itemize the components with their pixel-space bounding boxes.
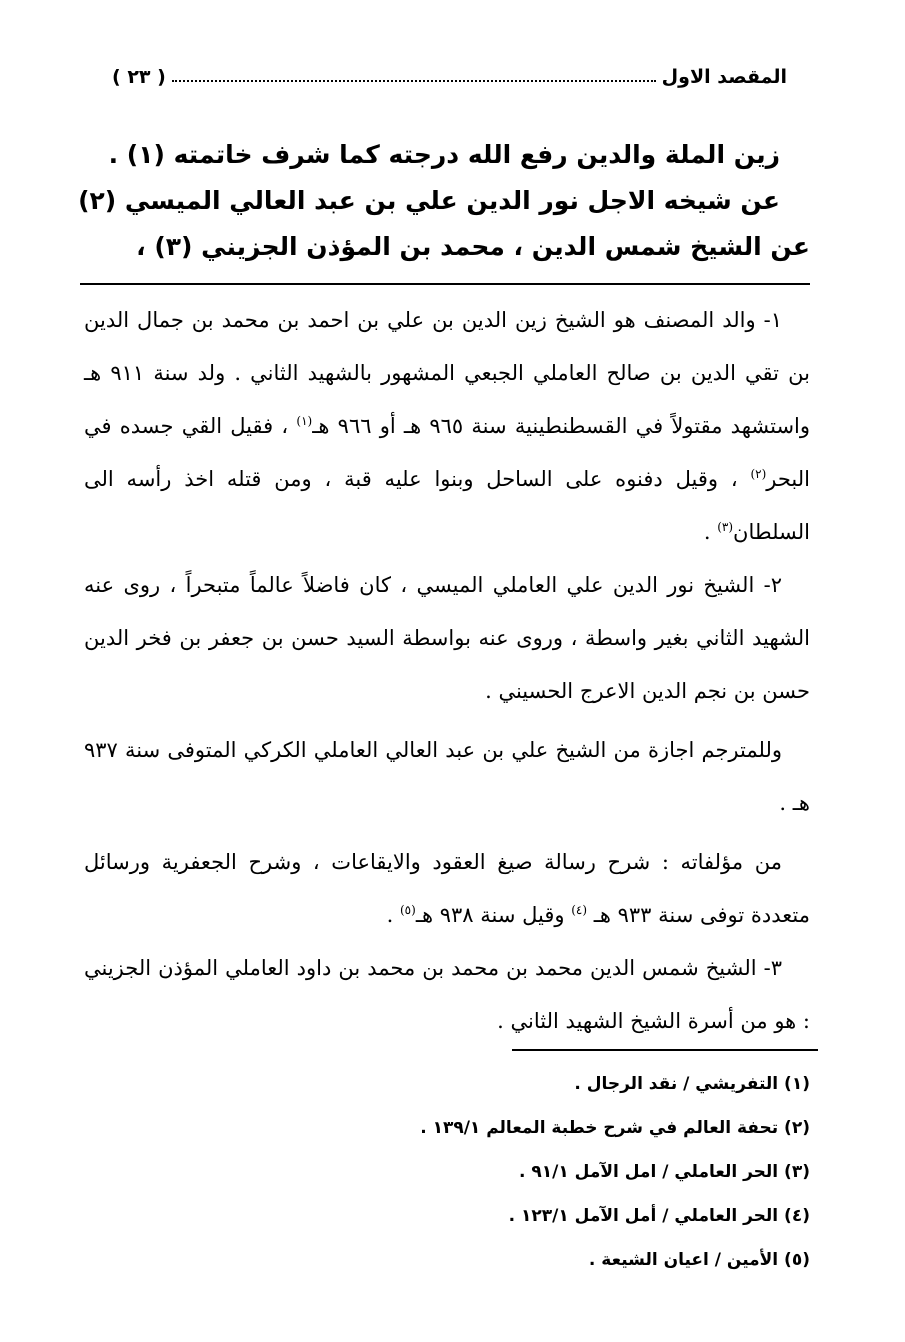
running-header (112, 54, 787, 88)
note-1-text-a: ١- والد المصنف هو الشيخ زين الدين بن علي بن احمد بن محمد بن جمال الدين بن تقي الدين بن صالح العاملي الجبعي المشهور بالشهيد الثاني . ولد سنة ٩١١ هـ واستشهد مقتولاً في القسطنطينية سنة ٩٦٥ هـ أو ٩٦٦ هـ (84, 308, 811, 438)
intro-text (80, 132, 810, 270)
footnote-ref-4: (٤) (571, 903, 588, 917)
intro-line-2: عن شيخه الاجل نور الدين علي بن عبد العالي الميسي (٢) (78, 186, 780, 215)
note-1-text-c: ، وقيل دفنوه على الساحل وبنوا عليه قبة ، ومن قتله اخذ رأسه الى السلطان (84, 467, 810, 544)
note-1-text-b: ، فقيل القي جسده في البحر (84, 414, 810, 491)
footnotes-list (300, 1062, 810, 1282)
footnote-item: (٥) الأمين / اعيان الشيعة . (588, 1250, 810, 1270)
note-3: ٣- الشيخ شمس الدين محمد بن محمد بن محمد بن داود العاملي المؤذن الجزيني : هو من أسرة الشيخ الشهيد الثاني . (84, 956, 810, 1033)
footnote-ref-5: (٥) (399, 903, 416, 917)
footnote-ref-1: (١) (296, 414, 313, 428)
note-2-translator: وللمترجم اجازة من الشيخ علي بن عبد العالي العاملي الكركي المتوفى سنة ٩٣٧ هـ . (84, 738, 810, 815)
footnote-ref-3: (٣) (717, 520, 734, 534)
note-2: ٢- الشيخ نور الدين علي العاملي الميسي ، كان فاضلاً عالماً متبحراً ، روى عنه الشهيد الثاني بغير واسطة ، وروى عنه بواسطة السيد حسن بن جعفر بن فخر الدين حسن بن نجم الدين الاعرج الحسيني . (84, 573, 810, 703)
footnote-item: (٣) الحر العاملي / امل الآمل ٩١/١ . (519, 1162, 810, 1182)
footnote-ref-2: (٢) (750, 467, 767, 481)
dotted-leader (172, 78, 656, 82)
intro-line-1: زين الملة والدين رفع الله درجته كما شرف خاتمته (١) . (108, 140, 780, 169)
footnote-item: (٢) تحفة العالم في شرح خطبة المعالم ١٣٩/١ . (420, 1118, 810, 1138)
works-text-b: وقيل سنة ٩٣٨ هـ (415, 903, 572, 927)
biographical-notes (84, 294, 810, 1048)
note-1 (84, 294, 810, 559)
note-2-works (84, 836, 810, 942)
note-1-text-d: . (703, 520, 718, 544)
footnote-item: (١) التفريشي / نقد الرجال . (574, 1074, 810, 1094)
works-text-c: . (386, 903, 400, 927)
footnote-item: (٤) الحر العاملي / أمل الآمل ١٢٣/١ . (508, 1206, 810, 1226)
chapter-title: المقصد الاول (661, 66, 787, 88)
works-text-a: من مؤلفاته : شرح رسالة صيغ العقود والايقاعات ، وشرح الجعفرية ورسائل متعددة توفى سنة ٩٣٣ هـ (84, 850, 810, 927)
intro-line-3: عن الشيخ شمس الدين ، محمد بن المؤذن الجزيني (٣) ، (136, 232, 810, 261)
section-divider (80, 283, 810, 285)
page-number: ( ٢٣ ) (112, 66, 166, 88)
footnote-divider (512, 1049, 818, 1051)
